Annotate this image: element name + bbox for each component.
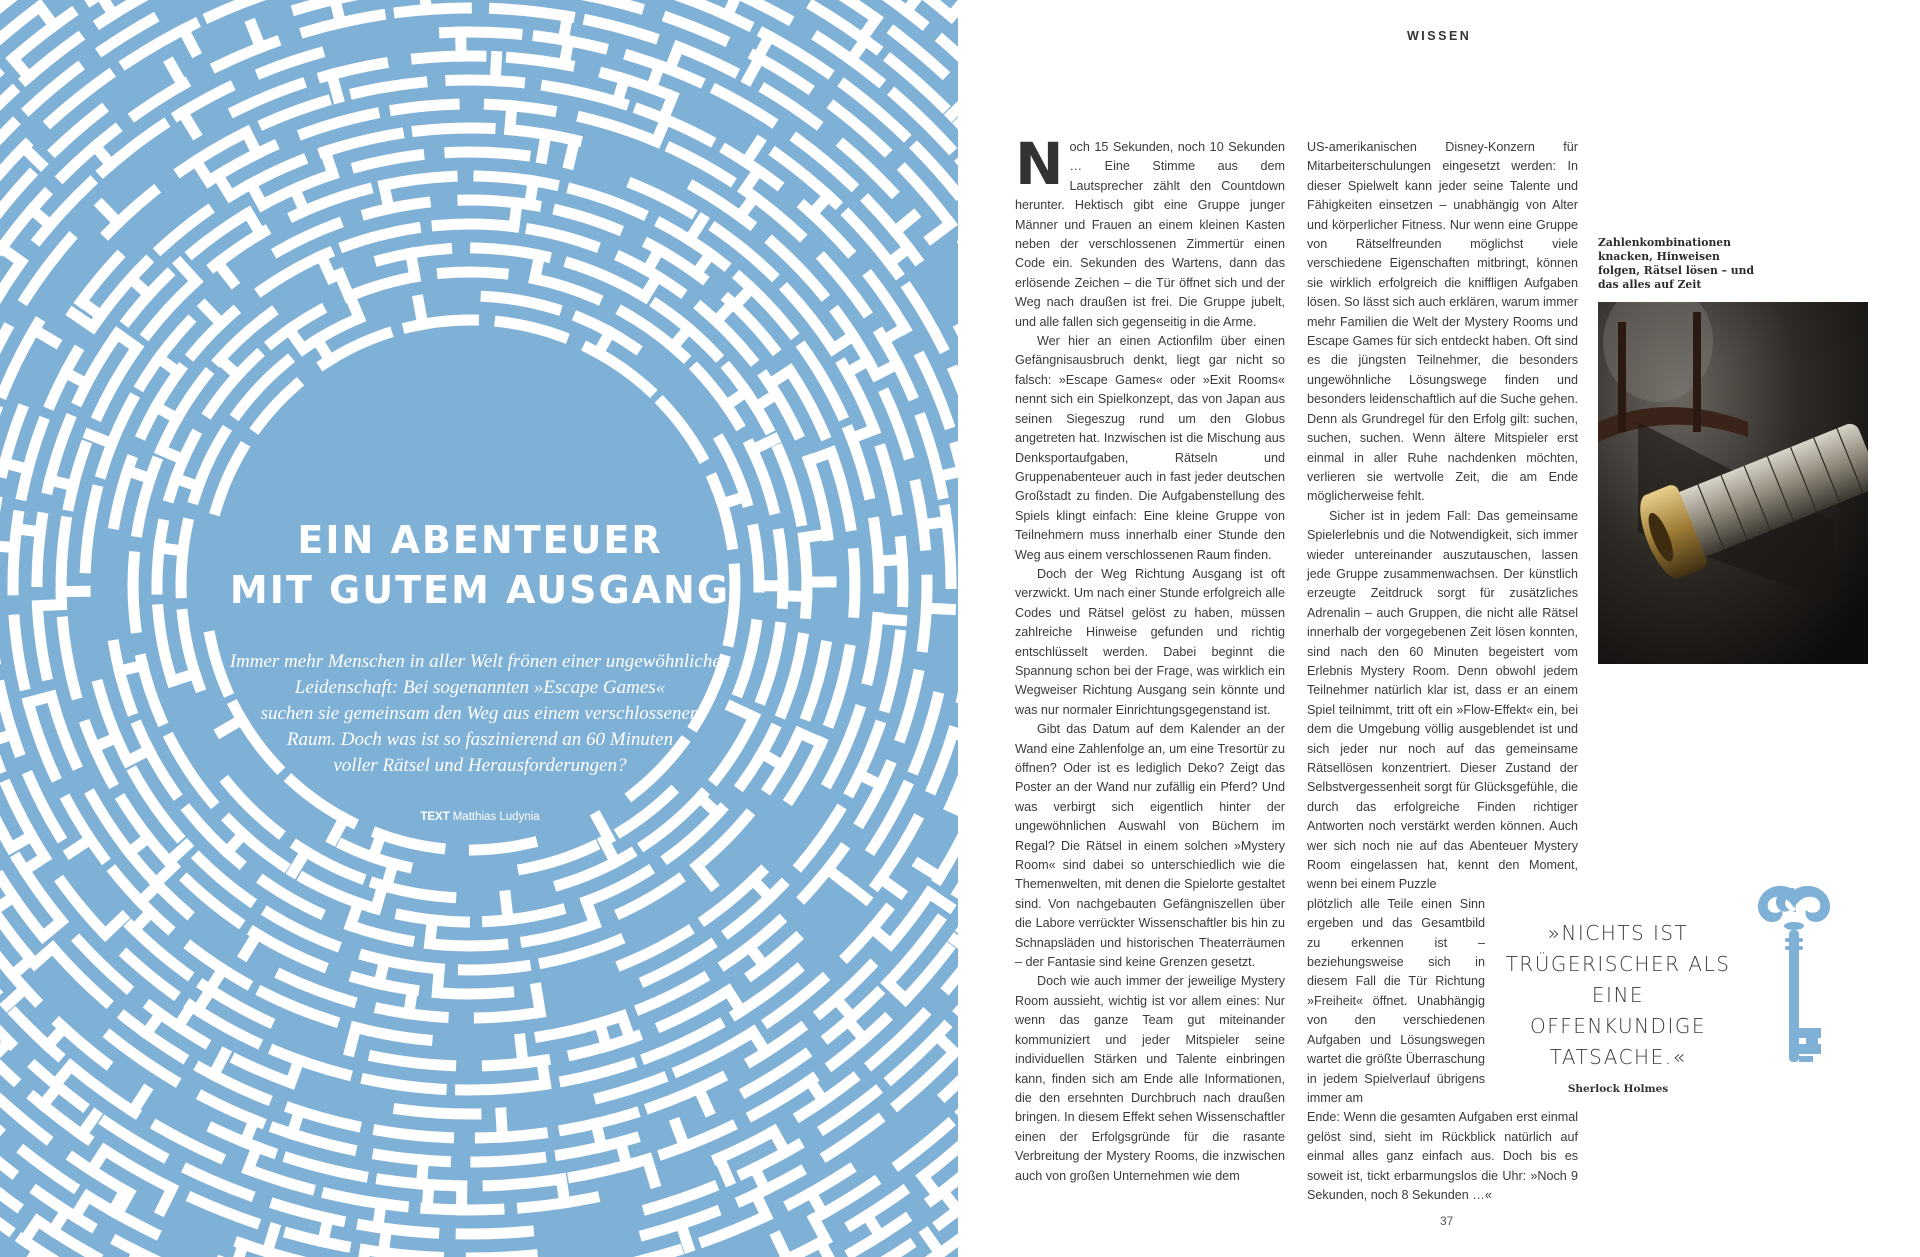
maze-wall-arc	[854, 554, 855, 613]
maze-wall-arc	[735, 0, 787, 19]
maze-wall-arc	[611, 1251, 677, 1257]
intro-line: voller Rätsel und Herausforderungen?	[333, 755, 627, 776]
maze-wall-spoke	[878, 618, 902, 620]
maze-wall-spoke	[161, 450, 183, 460]
maze-wall-arc	[487, 1060, 544, 1066]
maze-wall-arc	[214, 1129, 272, 1153]
maze-wall-arc	[939, 811, 958, 879]
maze-wall-arc	[0, 269, 16, 317]
article-column-1	[1015, 130, 1285, 1186]
maze-wall-arc	[0, 1131, 12, 1172]
maze-wall-arc	[830, 650, 850, 722]
headline-line-2: MIT GUTEM AUSGANG	[229, 568, 731, 612]
maze-wall-arc	[479, 1013, 536, 1018]
maze-wall-arc	[417, 56, 481, 59]
article-paragraph: Wer hier an einen Actionfilm über einen Gefängnisausbruch denkt, liegt gar nicht so falsch: »Escape Games« oder »Exit Rooms« nennt sich ein Spielkonzept, das von Japan aus seinen Siegeszug rund um den Globus angetreten hat. Inzwischen ist die Mischung aus Denksportaufgaben, Rätseln und Gruppenabenteuer auch in fast jeder deutschen Großstadt zu finden. Die Aufgabenstellung des Spiels klingt einfach: Eine kleine Gruppe von Teilnehmern muss innerhalb einer Stunde den Weg aus einem verschlossenen Raum finden.	[1015, 334, 1285, 562]
maze-wall-arc	[158, 610, 172, 681]
maze-wall-arc	[523, 1198, 594, 1208]
intro-line: Raum. Doch was ist so faszinierend an 60 Minuten	[286, 729, 674, 750]
credit-name: Matthias Ludynia	[452, 811, 540, 823]
quote-line: TATSACHE.«	[1549, 1045, 1687, 1069]
maze-wall-arc	[834, 459, 851, 525]
maze-wall-arc	[523, 847, 593, 870]
maze-wall-arc	[262, 253, 328, 290]
maze-wall-arc	[0, 0, 62, 7]
maze-wall-arc	[945, 510, 951, 583]
maze-wall-arc	[573, 1161, 642, 1177]
maze-wall-arc	[476, 248, 546, 257]
maze-wall-spoke	[180, 264, 196, 282]
maze-wall-arc	[500, 322, 563, 337]
maze-wall-spoke	[70, 839, 90, 852]
maze-wall-spoke	[681, 1224, 689, 1247]
maze-wall-arc	[298, 0, 358, 9]
maze-wall-arc	[353, 926, 409, 940]
maze-wall-arc	[399, 8, 466, 12]
maze-wall-arc	[954, 372, 958, 442]
maze-wall-arc	[547, 86, 623, 104]
maze-wall-arc	[178, 88, 228, 116]
maze-wall-arc	[24, 1152, 73, 1187]
maze-wall-spoke	[424, 0, 426, 10]
maze-wall-spoke	[821, 1242, 832, 1257]
maze-wall-arc	[324, 63, 383, 76]
maze-wall-arc	[235, 84, 300, 111]
maze-wall-spoke	[100, 0, 113, 14]
maze-wall-arc	[379, 1130, 449, 1137]
maze-wall-arc	[464, 966, 526, 970]
maze-wall-arc	[932, 732, 953, 788]
maze-wall-arc	[886, 395, 908, 454]
maze-wall-arc	[352, 278, 408, 295]
maze-wall-spoke	[430, 920, 433, 944]
maze-wall-arc	[480, 1133, 542, 1138]
maze-wall-arc	[193, 1198, 254, 1222]
article-paragraph: Doch wie auch immer der jeweilige Mystery Room aussieht, wichtig ist vor allem eines: Nur wenn das ganze Team gut miteinander kommuniziert und jeder Mitspieler seine individuellen Stärken und Talente einbringen kann, finden sich am Ende alle Informationen, die den ersehnten Durchbruch nach draußen bringen. In diesem Effekt sehen Wissenschaftler einen der Erfolgsgründe für die rasante Verbreitung der Mystery Rooms, die inzwischen auch von großen Unternehmen wie dem	[1015, 974, 1285, 1183]
maze-wall-spoke	[699, 1089, 709, 1111]
maze-wall-spoke	[73, 313, 93, 327]
maze-wall-arc	[304, 114, 374, 134]
maze-wall-arc	[437, 224, 507, 226]
maze-wall-spoke	[495, 57, 496, 81]
maze-wall-arc	[955, 743, 958, 797]
maze-wall-arc	[22, 423, 43, 495]
maze-wall-arc	[382, 1180, 457, 1186]
maze-wall-arc	[328, 1194, 403, 1207]
maze-wall-spoke	[25, 1250, 38, 1257]
maze-wall-arc	[157, 525, 163, 589]
maze-wall-arc	[908, 289, 942, 347]
maze-wall-spoke	[719, 1158, 729, 1180]
maze-wall-spoke	[102, 206, 119, 223]
article-paragraph-narrow: plötzlich alle Teile einen Sinn ergeben und das Gesamtbild zu erkennen ist – beziehungsweise sich in diesem Fall die Tür Richtung »Freiheit« öffnet. Unabhängig von den verschiedenen Aufgaben und Lösungswegen wartet die größte Überraschung in jedem Spielverlauf übrigens immer am	[1307, 896, 1485, 1105]
maze-wall-spoke	[361, 1250, 365, 1257]
maze-wall-spoke	[350, 1028, 356, 1051]
maze-wall-arc	[262, 53, 319, 72]
maze-wall-arc	[363, 1225, 434, 1233]
maze-wall-arc	[282, 975, 351, 1001]
quote-line: EINE OFFENKUNDIGE	[1530, 983, 1706, 1038]
maze-wall-spoke	[951, 0, 958, 16]
maze-wall-arc	[495, 9, 570, 17]
maze-wall-arc	[188, 1170, 248, 1195]
maze-wall-arc	[443, 272, 504, 274]
maze-wall-arc	[450, 152, 525, 155]
article-paragraph: Doch der Weg Richtung Ausgang ist oft verzwickt. Um nach einer Stunde erfolgreich alle Codes und Rätsel gelöst zu haben, müssen zahlreiche Hinweise gefunden und richtig entschlüsselt werden. Dabei beginnt die Spannung schon bei der Frage, was wirklich ein Wegweiser Richtung Ausgang sein könnte und was nur normaler Einrichtungsgegenstand ist.	[1015, 566, 1285, 717]
maze-wall-arc	[290, 1233, 345, 1246]
headline	[185, 515, 775, 615]
maze-wall-spoke	[862, 19, 876, 38]
maze-wall-spoke	[690, 220, 703, 240]
maze-wall-arc	[374, 1056, 450, 1065]
maze-wall-spoke	[105, 918, 122, 935]
maze-wall-arc	[358, 155, 419, 167]
maze-wall-spoke	[746, 142, 759, 162]
maze-wall-arc	[14, 620, 24, 685]
maze-wall-arc	[600, 1078, 662, 1098]
maze-wall-arc	[538, 36, 602, 48]
maze-wall-spoke	[0, 897, 13, 911]
maze-wall-arc	[461, 1086, 537, 1090]
maze-wall-arc	[718, 1132, 773, 1159]
maze-wall-arc	[488, 910, 560, 922]
maze-wall-arc	[360, 1028, 428, 1040]
article-paragraph: Gibt das Datum auf dem Kalender an der Wand eine Zahlenfolge an, um eine Tresortür zu öffnen? Oder ist es lediglich Deko? Zeigt das Poster an der Wand nur zufällig ein Pferd? Und was verbirgt sich eigentlich hinter der ungewöhnlichen Auswahl von Büchern im Regal? Die Rätsel in einem solchen »Mystery Room« sind dabei so unterschiedlich wie die Themenwelten, mit denen die Spielorte gestaltet sind. Von nachgebauten Gefängniszellen über die Labore verrückter Wissenschaftler bis hin zu Schnapsläden und historischen Theaterräumen – der Fantasie sind keine Grenzen gesetzt.	[1015, 722, 1285, 970]
maze-wall-arc	[787, 290, 833, 349]
maze-wall-spoke	[205, 306, 222, 323]
maze-wall-spoke	[881, 879, 901, 893]
maze-wall-arc	[355, 978, 413, 991]
section-label: WISSEN	[1407, 29, 1472, 43]
maze-wall-arc	[53, 701, 76, 763]
maze-wall-arc	[488, 1181, 550, 1186]
article-paragraph: Noch 15 Sekunden, noch 10 Sekunden … Eine Stimme aus dem Lautsprecher zählt den Countdown herunter. Hektisch gibt eine Gruppe junger Männer und Frauen an einem kleinen Kasten neben der verschlossenen Zimmertür einen Code ein. Sekunden des Wartens, dann das erlösende Zeichen – die Tür öffnet sich und der Weg nach draußen ist frei. Die Gruppe jubelt, und alle fallen sich gegenseitig in die Arme.	[1015, 130, 1285, 329]
maze-wall-arc	[380, 1009, 443, 1018]
maze-wall-arc	[755, 56, 807, 88]
maze-wall-arc	[345, 228, 415, 246]
maze-wall-arc	[874, 523, 879, 588]
maze-wall-spoke	[847, 884, 866, 899]
page-number: 37	[1440, 1214, 1454, 1228]
maze-wall-arc	[445, 992, 509, 994]
maze-wall-arc	[720, 441, 746, 501]
maze-wall-spoke	[293, 852, 306, 872]
maze-wall-arc	[595, 872, 648, 899]
maze-wall-arc	[583, 117, 652, 139]
maze-wall-arc	[922, 419, 943, 493]
maze-wall-arc	[545, 940, 619, 962]
maze-wall-arc	[753, 196, 800, 235]
maze-wall-spoke	[926, 608, 950, 609]
maze-wall-arc	[662, 403, 701, 457]
maze-wall-spoke	[929, 893, 949, 906]
maze-wall-arc	[870, 277, 905, 329]
maze-wall-arc	[573, 189, 642, 214]
maze-wall-arc	[368, 203, 426, 214]
maze-wall-arc	[0, 1247, 3, 1257]
maze-wall-arc	[824, 259, 866, 311]
maze-wall-arc	[779, 450, 801, 520]
maze-wall-arc	[399, 1109, 476, 1114]
maze-wall-arc	[672, 148, 729, 180]
maze-wall-arc	[461, 1231, 528, 1234]
maze-wall-arc	[378, 834, 440, 849]
maze-wall-spoke	[895, 216, 914, 231]
maze-wall-arc	[489, 104, 551, 110]
maze-wall-arc	[868, 618, 878, 680]
maze-wall-arc	[630, 56, 698, 82]
article-paragraph: Sicher ist in jedem Fall: Das gemeinsame Spielerlebnis und die Notwendigkeit, sich immer wieder untereinander auszutauschen, lassen jede Gruppe zusammenwachsen. Der künstlich erzeugte Zeitdruck sorgt für zusätzliches Adrenalin – auch Gruppen, die nicht alle Rätsel innerhalb der vorgegebenen Zeit lösen konnten, sind nach den 60 Minuten begeistert vom Erlebnis Mystery Room. Denn obwohl jedem Teilnehmer natürlich klar ist, dass er an einem Spiel teilnimmt, tritt oft ein »Flow-Effekt« ein, bei dem die Umgebung völlig ausgeblendet ist und sich jeder nur noch auf das gemeinsame Rätsellösen konzentriert. Dieser Zustand der Selbstvergessenheit sorgt für Glücksgefühle, die durch das erfolgreiche Finden richtiger Antworten noch verstärkt werden können. Auch wer sich noch nie auf das Abenteuer Mystery Room eingelassen hat, kennt den Moment, wenn bei einem Puzzle	[1307, 508, 1578, 892]
maze-wall-arc	[486, 297, 556, 310]
maze-wall-arc	[807, 646, 826, 714]
maze-wall-arc	[439, 945, 503, 946]
maze-wall-spoke	[939, 471, 958, 477]
maze-wall-arc	[367, 1079, 441, 1089]
maze-wall-arc	[210, 0, 271, 17]
maze-wall-arc	[474, 843, 531, 850]
maze-wall-spoke	[727, 0, 737, 15]
maze-wall-arc	[479, 176, 553, 185]
maze-wall-spoke	[252, 25, 261, 47]
intro-line: Leidenschaft: Bei sogenannten »Escape Games«	[294, 677, 666, 698]
maze-wall-arc	[649, 1187, 713, 1209]
maze-wall-spoke	[35, 948, 53, 964]
maze-wall-arc	[378, 1155, 445, 1162]
intro-line: Immer mehr Menschen in aller Welt frönen einer ungewöhnlichen	[229, 651, 731, 672]
maze-wall-spoke	[872, 928, 890, 944]
maze-wall-arc	[61, 522, 66, 600]
maze-wall-spoke	[90, 435, 112, 444]
maze-wall-arc	[356, 82, 422, 93]
maze-wall-spoke	[437, 969, 439, 993]
maze-wall-arc	[809, 460, 828, 535]
maze-wall-arc	[368, 1250, 439, 1257]
maze-wall-arc	[289, 1158, 362, 1176]
quote-line: TRÜGERISCHER ALS	[1505, 952, 1731, 976]
maze-wall-arc	[216, 449, 243, 510]
maze-wall-arc	[417, 128, 490, 131]
maze-wall-spoke	[955, 940, 958, 954]
maze-wall-arc	[384, 176, 452, 185]
maze-wall-spoke	[907, 0, 922, 11]
maze-wall-spoke	[7, 989, 25, 1005]
maze-wall-spoke	[0, 1042, 9, 1059]
maze-wall-arc	[901, 675, 918, 736]
maze-wall-arc	[526, 924, 595, 942]
maze-wall-spoke	[0, 734, 13, 741]
maze-wall-spoke	[950, 807, 958, 817]
maze-wall-arc	[915, 698, 938, 769]
article-paragraph-end: Ende: Wenn die gesamten Aufgaben erst einmal gelöst sind, sieht im Rückblick natürlich auf einmal alles ganz einfach aus. Doch bis es soweit ist, tickt erbarmungslos die Uhr: »Noch 9 Sekunden, noch 8 Sekunden …«	[1307, 1110, 1578, 1202]
quote-author: Sherlock Holmes	[1567, 1083, 1669, 1095]
maze-wall-arc	[276, 1128, 351, 1149]
maze-wall-arc	[63, 622, 76, 694]
maze-wall-spoke	[0, 546, 15, 548]
headline-block	[185, 515, 775, 823]
maze-wall-spoke	[376, 886, 383, 909]
maze-wall-arc	[916, 485, 925, 545]
maze-wall-arc	[275, 1051, 346, 1075]
maze-wall-arc	[114, 461, 131, 523]
maze-wall-spoke	[418, 301, 422, 325]
cryptex-photo	[1598, 302, 1868, 664]
maze-wall-arc	[565, 1064, 631, 1081]
maze-wall-arc	[118, 1241, 176, 1257]
maze-wall-arc	[717, 90, 771, 121]
maze-wall-arc	[219, 146, 272, 174]
maze-wall-spoke	[937, 1036, 954, 1053]
maze-wall-arc	[29, 707, 54, 776]
article-paragraph: US-amerikanischen Disney-Konzern für Mitarbeiterschulungen eingesetzt werden: In dieser Spielwelt kann jeder seine Talente und Fähigkeiten einsetzen – unabhängig von Alter und körperlicher Fitness. Nur wenn eine Gruppe von Rätselfreunden möglichst viele verschiedene Eigenschaften mitbringt, können sie wirklich erfolgreich die kniffligen Aufgaben lösen. So lässt sich auch erklären, warum immer mehr Familien die Welt der Mystery Rooms und Escape Games für sich entdeckt haben. Oft sind es die jüngsten Teilnehmer, die besonders ungewöhnliche Lösungswege finden und besonders leidenschaftlich auf die Suche gehen. Denn als Grundregel für den Erfolg gilt: suchen, suchen, suchen. Wenn ältere Mitspieler erst einmal in aller Ruhe nachdenken möchten, verlieren sie wertvolle Zeit, die am Ende möglicherweise fehlt.	[1307, 140, 1578, 504]
intro-line: suchen sie gemeinsam den Weg aus einem verschlossenen	[260, 703, 700, 724]
maze-wall-spoke	[11, 836, 32, 848]
maze-wall-spoke	[752, 440, 774, 450]
author-credit	[185, 811, 775, 823]
maze-wall-arc	[365, 955, 429, 967]
maze-wall-arc	[25, 239, 70, 299]
maze-wall-arc	[578, 0, 639, 8]
maze-wall-arc	[886, 635, 901, 706]
maze-wall-arc	[86, 726, 111, 782]
maze-wall-arc	[395, 104, 454, 110]
maze-wall-spoke	[129, 838, 148, 853]
maze-wall-arc	[589, 20, 653, 37]
left-page-maze-illustration	[0, 0, 958, 1257]
maze-wall-arc	[445, 32, 517, 34]
maze-wall-arc	[782, 639, 803, 713]
maze-wall-arc	[705, 1216, 766, 1241]
maze-wall-arc	[38, 615, 46, 675]
maze-wall-arc	[29, 777, 59, 836]
headline-line-1: EIN ABENTEUER	[297, 518, 663, 562]
maze-wall-arc	[680, 48, 732, 72]
maze-wall-arc	[559, 210, 617, 229]
drop-cap: N	[1015, 130, 1064, 198]
maze-wall-arc	[217, 42, 274, 66]
maze-wall-spoke	[245, 934, 258, 955]
maze-wall-spoke	[171, 64, 183, 85]
maze-wall-arc	[85, 491, 96, 568]
key-icon	[1748, 880, 1840, 1080]
maze-wall-spoke	[542, 1061, 546, 1085]
maze-wall-arc	[278, 224, 336, 251]
maze-wall-spoke	[952, 98, 959, 115]
maze-wall-arc	[669, 18, 723, 40]
maze-wall-arc	[114, 646, 131, 710]
photo-caption: Zahlenkombinationen knacken, Hinweisen folgen, Rätsel lösen – und das alles auf Zeit	[1598, 236, 1755, 291]
credit-label: TEXT	[420, 811, 450, 823]
maze-wall-arc	[476, 1158, 541, 1162]
maze-wall-arc	[772, 242, 822, 294]
pull-quote	[1502, 918, 1734, 1095]
maze-wall-arc	[513, 130, 576, 141]
quote-line: »NICHTS IST	[1547, 921, 1689, 945]
maze-wall-spoke	[697, 866, 712, 885]
maze-wall-arc	[901, 542, 903, 602]
maze-wall-arc	[536, 279, 597, 299]
maze-wall-arc	[237, 1060, 290, 1082]
maze-wall-arc	[426, 1208, 499, 1210]
maze-wall-arc	[324, 134, 398, 152]
maze-wall-arc	[531, 229, 593, 246]
right-page-article	[962, 0, 1920, 1257]
maze-wall-arc	[69, 447, 85, 506]
maze-wall-arc	[252, 1171, 309, 1189]
maze-wall-arc	[133, 557, 136, 628]
intro-text	[185, 649, 775, 779]
cryptex-image	[1598, 302, 1868, 664]
maze-wall-arc	[451, 80, 520, 82]
maze-wall-arc	[265, 101, 325, 123]
maze-wall-arc	[943, 40, 959, 87]
maze-wall-arc	[881, 450, 896, 510]
